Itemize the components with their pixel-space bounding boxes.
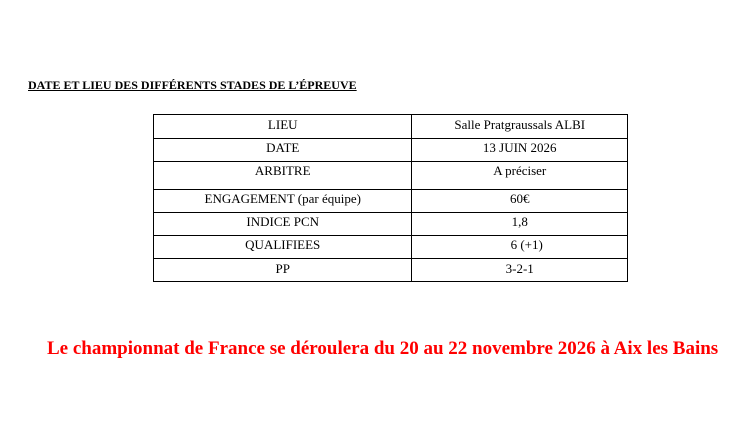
row-value-date: 13 JUIN 2026: [412, 139, 628, 162]
row-label-qualifiees: QUALIFIEES: [154, 236, 412, 259]
row-label-date: DATE: [154, 139, 412, 162]
table-row-qualifiees: [154, 236, 628, 259]
section-heading: DATE ET LIEU DES DIFFÉRENTS STADES DE L’ÉPREUVE: [28, 78, 357, 92]
row-label-engagement: ENGAGEMENT (par équipe): [154, 190, 412, 213]
row-value-lieu: Salle Pratgraussals ALBI: [412, 115, 628, 139]
table-row-indice-pcn: [154, 213, 628, 236]
row-label-arbitre: ARBITRE: [154, 162, 412, 190]
row-value-pp: 3-2-1: [412, 259, 628, 282]
row-value-qualifiees: 6 (+1): [510, 237, 543, 252]
row-label-lieu: LIEU: [154, 115, 412, 139]
row-value-indice-pcn: 1,8: [412, 213, 628, 236]
event-details-table: [153, 114, 628, 282]
table-row-pp: [154, 259, 628, 282]
table-row-arbitre: [154, 162, 628, 190]
table-row-engagement: [154, 190, 628, 213]
row-label-indice-pcn: INDICE PCN: [154, 213, 412, 236]
row-value-qualifiees-cell: [412, 236, 628, 259]
row-value-engagement: 60€: [412, 190, 628, 213]
table-row-date: [154, 139, 628, 162]
row-value-arbitre: A préciser: [412, 162, 628, 190]
row-label-pp: PP: [154, 259, 412, 282]
championship-notice: Le championnat de France se déroulera du 20 au 22 novembre 2026 à Aix les Bains: [47, 338, 719, 359]
table-row-lieu: [154, 115, 628, 139]
